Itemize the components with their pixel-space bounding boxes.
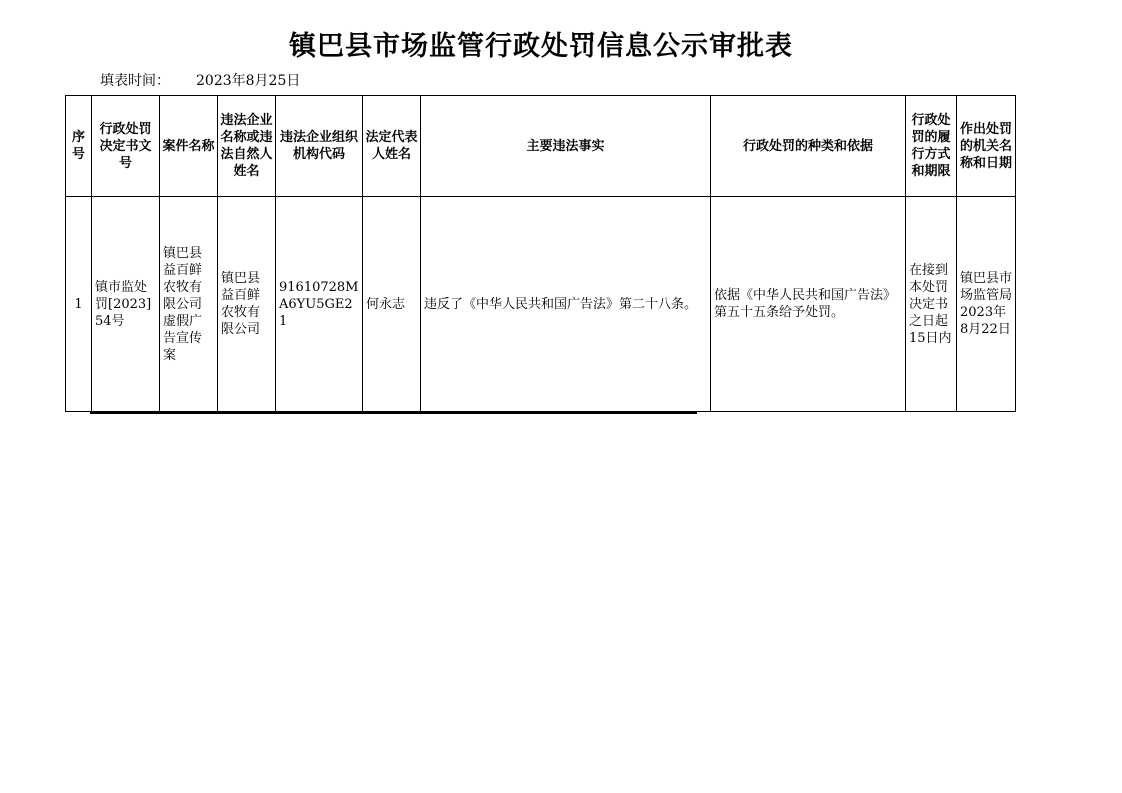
header-doc-no: 行政处罚​决定书文​号 [92,96,160,197]
cell-party: 镇巴县益百鲜农牧有限公司 [218,197,276,412]
header-case-name: 案件名称 [160,96,218,197]
fill-date-line [100,70,300,90]
header-legal-rep: 法定代​表人姓​名 [363,96,421,197]
approval-table [65,95,1016,412]
fill-date-label: 填表时间： [100,73,170,89]
cell-basis: 依据《中华人民共和国广告法》第五十五条给予处罚。 [711,197,906,412]
page-title: 镇巴县市场监管行政处罚信息公示审批表 [289,31,793,62]
header-party: 违法企​业名称​或违法​自然人​姓名 [218,96,276,197]
header-seq: 序​号 [66,96,92,197]
header-org-code: 违法企业组织​机构代码 [276,96,363,197]
table-bottom-rule [90,412,697,414]
cell-legal-rep: 何永志 [363,197,421,412]
cell-execution: 在接到本处罚决定书之日起15日内 [906,197,957,412]
table-header-row [66,96,1016,197]
cell-case-name: 镇巴县益百鲜农牧有限公司虚假广告宣传案 [160,197,218,412]
cell-doc-no: 镇市监处罚[2023]54号 [92,197,160,412]
header-authority: 作出处罚​的机关名​称和日期 [957,96,1016,197]
cell-seq: 1 [66,197,92,412]
cell-authority: 镇巴县市场监管局2023年8月22日 [957,197,1016,412]
header-basis: 行政处罚的种类和依据 [711,96,906,197]
table-row [66,197,1016,412]
header-execution: 行政处​罚的履​行方式​和期限 [906,96,957,197]
cell-facts: 违反了《中华人民共和国广告法》第二十八条。 [421,197,711,412]
cell-org-code: 91610728MA6YU5GE21 [276,197,363,412]
fill-date-value: 2023年8月25日 [196,73,301,89]
header-facts: 主要违法事实 [421,96,711,197]
